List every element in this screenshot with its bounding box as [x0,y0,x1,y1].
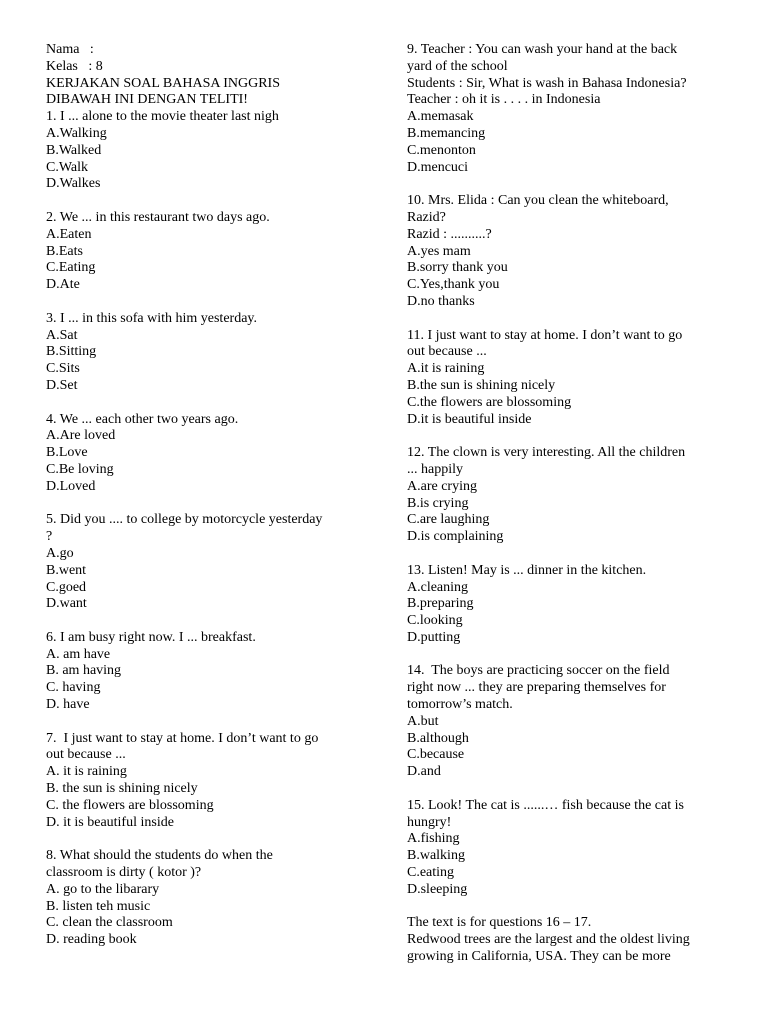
question-block [46,630,366,714]
text-line: C.Walk [46,159,89,175]
text-line: growing in California, USA. They can be more [407,949,671,965]
text-line: D.Walkes [46,176,101,192]
text-line: out because ... [46,747,126,763]
text-line: A.Are loved [46,428,116,444]
question-block [46,42,366,193]
left-column [46,42,366,949]
text-line: D.it is beautiful inside [407,411,532,427]
question-block [46,412,366,496]
text-line: 12. The clown is very interesting. All the children [407,445,686,461]
right-column [407,42,725,966]
text-line: C.Eating [46,260,96,276]
question-block [46,731,366,832]
question-block [407,328,725,429]
question-block [407,563,725,647]
text-line: B.went [46,562,87,578]
text-line: C.menonton [407,142,476,158]
text-line: B. the sun is shining nicely [46,781,198,797]
text-line: A.are crying [407,478,477,494]
text-line: D. reading book [46,932,137,948]
question-block [46,848,366,949]
text-line: A.Walking [46,125,107,141]
text-line: hungry! [407,814,452,830]
question-block [407,663,725,781]
text-line: C. clean the classroom [46,915,173,931]
text-line: Students : Sir, What is wash in Bahasa Indonesia? [407,75,687,91]
text-line: B.preparing [407,596,474,612]
text-line: A.cleaning [407,579,469,595]
text-line: Redwood trees are the largest and the oldest living [407,932,690,948]
text-line: ? [46,529,53,545]
text-line: C. the flowers are blossoming [46,797,214,813]
text-line: B.walking [407,848,465,864]
text-line: A.go [46,545,74,561]
text-line: Kelas : 8 [46,58,103,74]
text-line: C.Yes,thank you [407,277,500,293]
text-line: 14. The boys are practicing soccer on the field [407,663,670,679]
text-line: D.mencuci [407,159,469,175]
text-line: 6. I am busy right now. I ... breakfast. [46,629,256,645]
text-line: D. have [46,697,90,713]
text-line: DIBAWAH INI DENGAN TELITI! [46,92,248,108]
text-line: Nama : [46,42,94,57]
text-line: D.no thanks [407,293,475,309]
text-line: Razid? [407,209,446,225]
text-line: A. am have [46,646,111,662]
text-line: Razid : ..........? [407,226,492,242]
text-line: C.eating [407,865,455,881]
text-line: The text is for questions 16 – 17. [407,915,592,931]
text-line: 1. I ... alone to the movie theater last nigh [46,109,279,125]
text-line: yard of the school [407,58,508,74]
text-line: 13. Listen! May is ... dinner in the kitchen. [407,562,647,578]
text-line: A.but [407,713,439,729]
text-line: 11. I just want to stay at home. I don’t want to go [407,327,683,343]
text-line: D.sleeping [407,881,468,897]
text-line: C. having [46,680,101,696]
text-line: 10. Mrs. Elida : Can you clean the whiteboard, [407,193,669,209]
question-block [407,42,725,176]
text-line: tomorrow’s match. [407,697,513,713]
text-line: C.looking [407,613,463,629]
text-line: B.memancing [407,125,486,141]
question-block [407,798,725,899]
text-line: 15. Look! The cat is ......… fish because the cat is [407,797,684,813]
text-line: out because ... [407,344,487,360]
text-line: 3. I ... in this sofa with him yesterday. [46,310,258,326]
text-line: right now ... they are preparing themselves for [407,680,666,696]
question-block [407,193,725,311]
text-line: B. am having [46,663,122,679]
text-line: D.Loved [46,478,96,494]
text-line: D.want [46,596,87,612]
text-line: A.Sat [46,327,78,343]
text-line: B.Walked [46,142,102,158]
text-line: D.Ate [46,277,80,293]
text-line: Teacher : oh it is . . . . in Indonesia [407,92,601,108]
text-line: B.Sitting [46,344,97,360]
text-line: D.putting [407,629,461,645]
text-line: 7. I just want to stay at home. I don’t want to go [46,730,319,746]
text-line: ... happily [407,461,463,477]
text-line: B.Love [46,445,88,461]
question-block [46,210,366,294]
text-line: A. it is raining [46,764,127,780]
text-line: D. it is beautiful inside [46,814,174,830]
text-line: C.Sits [46,361,80,377]
text-line: KERJAKAN SOAL BAHASA INGGRIS [46,75,281,91]
text-line: C.Be loving [46,461,114,477]
text-line: C.are laughing [407,512,490,528]
text-line: B.sorry thank you [407,260,508,276]
text-line: C.the flowers are blossoming [407,394,572,410]
text-line: 5. Did you .... to college by motorcycle yesterday [46,512,323,528]
text-line: A.fishing [407,831,460,847]
text-line: classroom is dirty ( kotor )? [46,865,202,881]
question-block [407,445,725,546]
question-block [46,512,366,613]
text-line: 8. What should the students do when the [46,848,273,864]
text-line: D.and [407,764,441,780]
text-line: A.yes mam [407,243,471,259]
text-line: B.the sun is shining nicely [407,377,556,393]
text-line: A.memasak [407,109,474,125]
text-line: B.Eats [46,243,83,259]
question-block [46,311,366,395]
text-line: 2. We ... in this restaurant two days ago. [46,209,270,225]
text-line: D.is complaining [407,529,504,545]
text-line: 4. We ... each other two years ago. [46,411,239,427]
text-line: A.it is raining [407,361,485,377]
text-line: 9. Teacher : You can wash your hand at the back [407,42,678,57]
question-block [407,915,725,965]
text-line: B.is crying [407,495,469,511]
text-line: A.Eaten [46,226,92,242]
text-line: D.Set [46,377,78,393]
text-line: A. go to the libarary [46,881,160,897]
text-line: C.because [407,747,465,763]
text-line: B.although [407,730,469,746]
text-line: B. listen teh music [46,898,151,914]
text-line: C.goed [46,579,87,595]
